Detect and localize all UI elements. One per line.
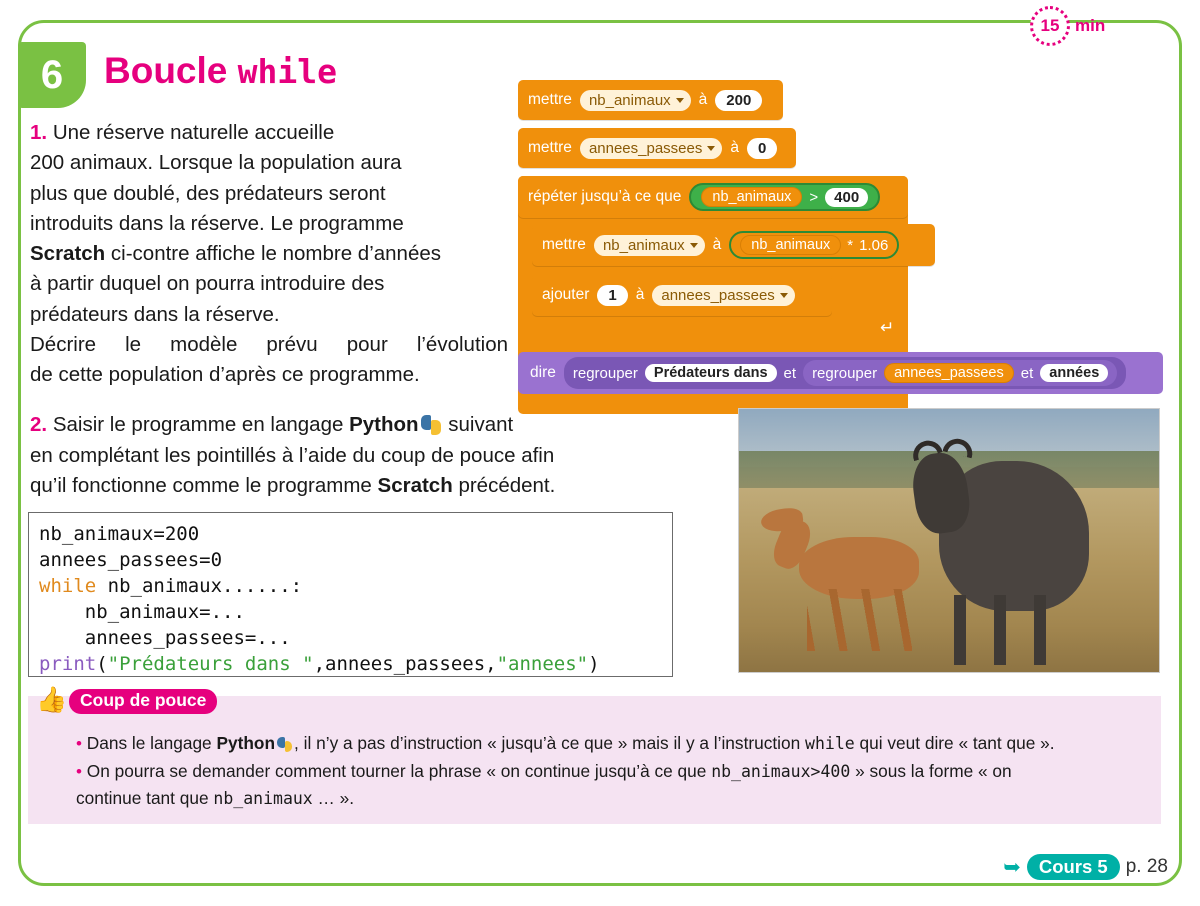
timer-value: 15 bbox=[1040, 16, 1060, 35]
python-keyword-1: Python bbox=[349, 413, 419, 436]
bullet-icon-1: • bbox=[76, 734, 82, 753]
question-2-line-3a: qu’il fonctionne comme le programme bbox=[30, 474, 378, 497]
cdp-2-a: On pourra se demander comment tourner la phrase « on continue jusqu’à ce que bbox=[86, 760, 712, 781]
code-function-print: print bbox=[39, 653, 97, 675]
scratch-program bbox=[518, 72, 1163, 390]
question-2-line-3b: précédent. bbox=[452, 474, 556, 497]
scratch-operator-symbol: * bbox=[847, 236, 854, 254]
coup-de-pouce-title: Coup de pouce bbox=[69, 689, 217, 715]
scratch-join-inner[interactable] bbox=[803, 360, 1117, 386]
title-text: Boucle bbox=[104, 50, 238, 91]
code-line-3: nb_animaux......: bbox=[96, 575, 303, 597]
scratch-condition-op: > bbox=[809, 188, 819, 206]
scratch-join-and-1: et bbox=[783, 364, 797, 382]
question-1-line-9: de cette population d’après ce programme. bbox=[30, 363, 420, 387]
python-logo-icon-2 bbox=[277, 737, 292, 752]
question-2-part-1: Saisir le programme en langage bbox=[52, 413, 350, 436]
question-1-line-2: 200 animaux. Lorsque la population aura bbox=[30, 151, 402, 175]
coup-de-pouce-header bbox=[36, 688, 217, 715]
scratch-value-200[interactable]: 200 bbox=[715, 90, 762, 111]
scratch-verb-repeat: répéter jusqu’à ce que bbox=[528, 188, 682, 205]
code-line-1: nb_animaux=200 bbox=[39, 523, 200, 545]
cdp-1-b: , il n’y a pas d’instruction « jusqu’à ce que » mais il y a l’instruction bbox=[294, 733, 806, 753]
scratch-join-label-2: regrouper bbox=[812, 364, 878, 382]
timer-unit: min bbox=[1075, 16, 1106, 35]
timer-badge bbox=[1030, 6, 1105, 46]
scratch-change-value-1[interactable]: 1 bbox=[597, 285, 627, 306]
cdp-1-c: qui veut dire « tant que ». bbox=[854, 733, 1055, 753]
scratch-block-say[interactable] bbox=[518, 352, 1163, 394]
exercise-number-badge: 6 bbox=[18, 42, 86, 108]
cdp-2-b: » sous la forme « on bbox=[850, 760, 1012, 781]
code-paren-open: ( bbox=[96, 653, 108, 675]
scratch-to-1: à bbox=[698, 91, 708, 108]
code-line-2: annees_passees=0 bbox=[39, 549, 223, 571]
scratch-join-literal-1[interactable]: Prédateurs dans bbox=[645, 364, 777, 382]
scratch-operand-var[interactable]: nb_animaux bbox=[740, 235, 841, 255]
question-1-line-1: Une réserve naturelle accueille bbox=[52, 121, 335, 144]
scratch-verb-mettre-2: mettre bbox=[528, 139, 572, 156]
python-code-block[interactable] bbox=[28, 512, 673, 677]
question-1-number: 1. bbox=[30, 121, 48, 144]
scratch-condition[interactable] bbox=[689, 183, 880, 211]
code-line-4: nb_animaux=... bbox=[39, 601, 245, 623]
coup-de-pouce-item-2 bbox=[76, 758, 1156, 813]
scratch-verb-dire: dire bbox=[530, 364, 556, 381]
scratch-join-literal-2[interactable]: années bbox=[1040, 364, 1108, 382]
question-2-line-2: en complétant les pointillés à l’aide du coup de pouce afin bbox=[30, 443, 555, 467]
scratch-block-change-annees[interactable] bbox=[532, 274, 832, 316]
scratch-join-and-2: et bbox=[1020, 364, 1034, 382]
cdp-2-d: … ». bbox=[312, 788, 355, 808]
scratch-dropdown-nb-animaux-1[interactable]: nb_animaux bbox=[580, 90, 691, 111]
arrow-right-icon: ➥ bbox=[1003, 855, 1021, 879]
scratch-keyword-2: Scratch bbox=[377, 474, 453, 497]
cdp-2-code-1: nb_animaux>400 bbox=[711, 761, 851, 781]
scratch-verb-mettre-1: mettre bbox=[528, 91, 572, 108]
coup-de-pouce-item-1 bbox=[76, 730, 1156, 758]
question-1-line-6: à partir duquel on pourra introduire des bbox=[30, 272, 385, 296]
question-1 bbox=[30, 118, 508, 391]
coup-de-pouce-panel bbox=[28, 686, 1161, 824]
question-2-number: 2. bbox=[30, 413, 48, 436]
scratch-loop-arrow-icon: ↵ bbox=[880, 318, 895, 337]
timer-circle bbox=[1030, 6, 1070, 46]
footer-page: p. 28 bbox=[1125, 856, 1168, 877]
scratch-value-0[interactable]: 0 bbox=[747, 138, 777, 159]
thumbs-up-icon: 👍 bbox=[36, 686, 68, 714]
scratch-block-set-nb-animaux[interactable] bbox=[518, 80, 783, 120]
scratch-condition-value[interactable]: 400 bbox=[825, 188, 868, 207]
scratch-to-4: à bbox=[635, 286, 645, 303]
savanna-photo bbox=[738, 408, 1160, 673]
cours-link[interactable]: Cours 5 bbox=[1027, 854, 1120, 880]
photo-wildebeest-legs bbox=[954, 595, 1074, 665]
scratch-operand-value[interactable]: 1.06 bbox=[859, 236, 889, 254]
code-line-5: annees_passees=... bbox=[39, 627, 291, 649]
code-paren-close: ) bbox=[588, 653, 600, 675]
code-line-6-mid: ,annees_passees, bbox=[313, 653, 497, 675]
scratch-block-set-annees-passees[interactable] bbox=[518, 128, 796, 168]
code-string-1: "Prédateurs dans " bbox=[107, 653, 314, 675]
scratch-join-var[interactable]: annees_passees bbox=[884, 363, 1014, 383]
page-title bbox=[104, 50, 337, 92]
scratch-condition-var[interactable]: nb_animaux bbox=[701, 187, 802, 207]
cdp-2-code-2: nb_animaux bbox=[213, 789, 313, 808]
title-keyword: while bbox=[237, 52, 337, 91]
scratch-to-3: à bbox=[712, 236, 722, 253]
question-1-line-7: prédateurs dans la réserve. bbox=[30, 302, 280, 326]
scratch-keyword-1: Scratch bbox=[30, 242, 106, 266]
python-logo-icon bbox=[421, 415, 441, 435]
footer-reference bbox=[1003, 854, 1168, 880]
bullet-icon-2: • bbox=[76, 761, 82, 781]
scratch-multiply-operator[interactable] bbox=[729, 231, 899, 259]
question-1-line-8: Décrire le modèle prévu pour l’évolution bbox=[30, 333, 508, 357]
scratch-join-outer[interactable] bbox=[564, 357, 1126, 389]
code-keyword-while: while bbox=[39, 575, 97, 597]
photo-impala-legs bbox=[807, 589, 912, 651]
question-1-line-4: introduits dans la réserve. Le programme bbox=[30, 211, 404, 235]
cdp-1-while: while bbox=[805, 734, 855, 753]
scratch-block-set-nb-animaux-loop[interactable] bbox=[532, 224, 935, 266]
scratch-dropdown-nb-animaux-2[interactable]: nb_animaux bbox=[594, 235, 705, 256]
scratch-block-repeat-until[interactable] bbox=[518, 176, 908, 218]
cdp-1-a: Dans le langage bbox=[86, 733, 217, 753]
question-1-line-5: ci-contre affiche le nombre d’années bbox=[105, 242, 442, 266]
scratch-dropdown-annees-passees-2[interactable]: annees_passees bbox=[652, 285, 794, 306]
cdp-2-c: continue tant que bbox=[76, 788, 214, 808]
scratch-to-2: à bbox=[730, 139, 739, 156]
scratch-verb-mettre-3: mettre bbox=[542, 236, 586, 253]
question-2-part-2: suivant bbox=[442, 413, 514, 436]
scratch-dropdown-annees-passees-1[interactable]: annees_passees bbox=[580, 138, 722, 159]
cdp-1-python: Python bbox=[216, 733, 276, 753]
scratch-verb-ajouter: ajouter bbox=[542, 286, 590, 303]
scratch-join-label-1: regrouper bbox=[572, 364, 638, 382]
question-2 bbox=[30, 410, 720, 502]
code-string-2: "annees" bbox=[496, 653, 589, 675]
coup-de-pouce-body bbox=[76, 730, 1156, 813]
question-1-line-3: plus que doublé, des prédateurs seront bbox=[30, 181, 386, 205]
